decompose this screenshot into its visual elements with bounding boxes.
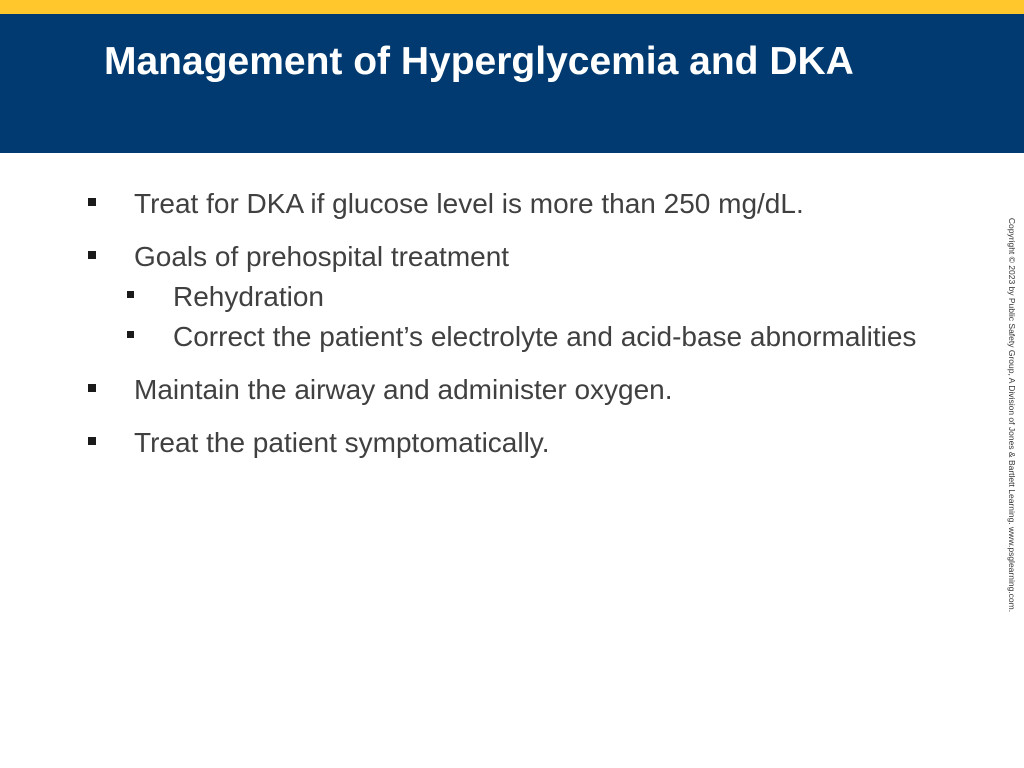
- bullet-text: Treat for DKA if glucose level is more than 250 mg/dL.: [134, 188, 804, 219]
- bullet-text: Treat the patient symptomatically.: [134, 427, 550, 458]
- square-bullet-icon: [127, 331, 134, 338]
- square-bullet-icon: [88, 384, 96, 392]
- square-bullet-icon: [88, 251, 96, 259]
- bullet-text: Maintain the airway and administer oxygen.: [134, 374, 673, 405]
- bullet-item-airway: [88, 371, 948, 409]
- sub-bullet-text: Correct the patient’s electrolyte and acid-base abnormalities: [173, 321, 917, 352]
- sub-bullet-list: [127, 278, 948, 356]
- bullet-item-symptomatic: [88, 424, 948, 462]
- slide-title: Management of Hyperglycemia and DKA: [104, 40, 854, 83]
- bullet-item-dka-threshold: [88, 185, 948, 223]
- bullet-text: Goals of prehospital treatment: [134, 241, 510, 272]
- sub-bullet-text: Rehydration: [173, 281, 324, 312]
- square-bullet-icon: [127, 291, 134, 298]
- sub-bullet-item-electrolytes: [127, 318, 948, 356]
- square-bullet-icon: [88, 437, 96, 445]
- sub-bullet-item-rehydration: [127, 278, 948, 316]
- square-bullet-icon: [88, 198, 96, 206]
- copyright-notice: Copyright © 2023 by Public Safety Group, A Division of Jones & Bartlett Learning. www.psglearning.com.: [1007, 217, 1017, 613]
- top-accent-stripe: [0, 0, 1024, 14]
- bullet-item-treatment-goals: [88, 238, 948, 356]
- bullet-list: [88, 185, 948, 477]
